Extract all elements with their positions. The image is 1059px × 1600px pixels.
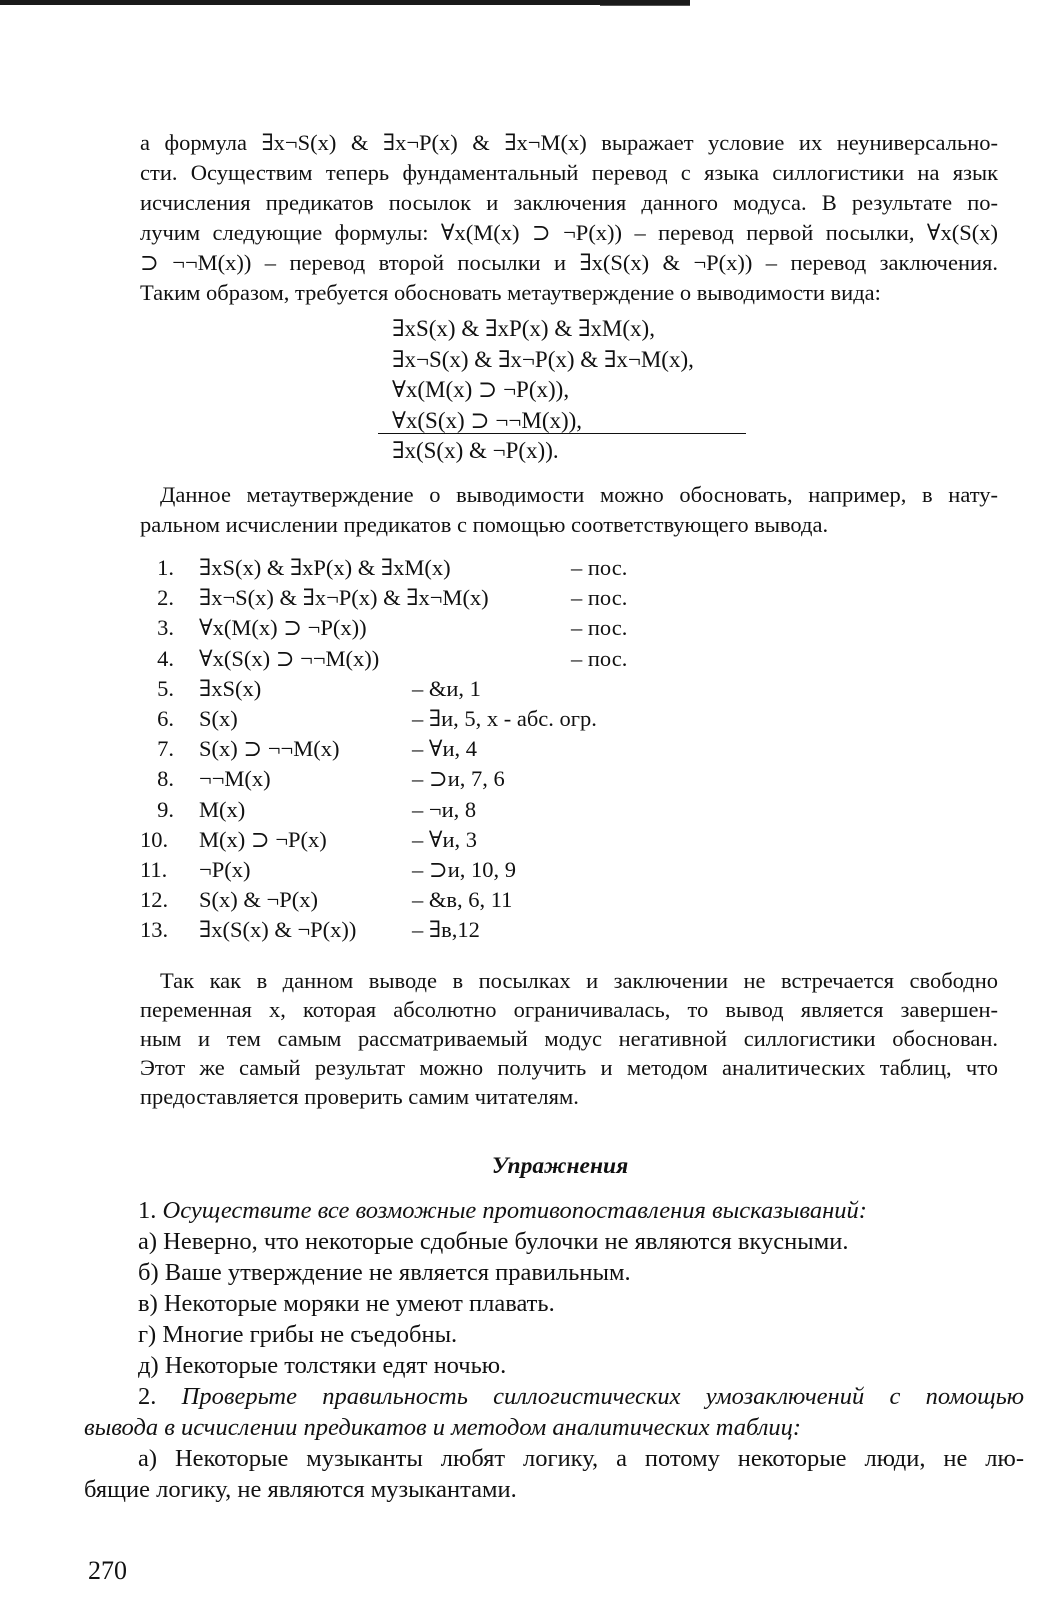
step-formula: ¬P(x) (199, 857, 251, 882)
step-formula: ∀x(S(x) ⊃ ¬¬M(x)) (199, 645, 380, 671)
exercise-title (84, 1195, 1024, 1226)
step-justification: – &в, 6, 11 (412, 887, 513, 913)
text-line: Так как в данном выводе в посылках и заключении не встречается свободно (160, 968, 998, 993)
step-number: 4. (157, 645, 174, 671)
text-line: исчисления предикатов посылок и заключения данного модуса. В результате по- (140, 190, 998, 215)
exercise-item-continued: бящие логику, не являются музыкантами. (84, 1476, 517, 1503)
text-line: сти. Осуществим теперь фундаментальный перевод с языка силлогистики на язык (140, 160, 998, 185)
derivation-step (0, 915, 1059, 945)
step-number: 7. (157, 736, 174, 762)
step-formula: S(x) ⊃ ¬¬M(x) (199, 736, 340, 762)
step-formula: ∃xS(x) & ∃xP(x) & ∃xM(x) (199, 555, 451, 580)
text-line: ⊃ ¬¬M(x)) – перевод второй посылки и ∃x(S(x) & ¬P(x)) – перевод заключения. (140, 250, 998, 275)
premise-formula: ∃xS(x) & ∃xP(x) & ∃xM(x), (392, 316, 655, 341)
exercise-text-continued: вывода в исчислении предикатов и методом аналитических таблиц: (84, 1414, 802, 1441)
step-formula: S(x) (199, 706, 238, 731)
derivation-step (0, 795, 1059, 825)
step-justification: – ∀и, 4 (412, 736, 477, 762)
derivation-step (0, 613, 1059, 643)
step-formula: ∃x¬S(x) & ∃x¬P(x) & ∃x¬M(x) (199, 585, 489, 611)
step-justification: – ∃в,12 (412, 917, 480, 943)
derivation-step (0, 644, 1059, 674)
exercise-number: 2. (138, 1383, 157, 1410)
exercise-item: а) Неверно, что некоторые сдобные булочки не являются вкусными. (138, 1228, 849, 1255)
derivation-step (0, 855, 1059, 885)
derivation-step (0, 674, 1059, 704)
page-number: 270 (88, 1556, 127, 1585)
text-line: лучим следующие формулы: ∀x(M(x) ⊃ ¬P(x)) – перевод первой посылки, ∀x(S(x) (140, 220, 998, 245)
step-formula: M(x) ⊃ ¬P(x) (199, 826, 327, 852)
text-line: переменная x, которая абсолютно ограничивалась, то вывод является завершен- (140, 997, 998, 1022)
text-line: предоставляется проверить самим читателям. (140, 1084, 579, 1109)
text-line: ральном исчислении предикатов с помощью соответствующего вывода. (140, 512, 829, 537)
exercise-item: г) Многие грибы не съедобны. (138, 1321, 458, 1348)
step-justification: – пос. (571, 585, 628, 611)
inference-line (378, 433, 746, 434)
step-formula: S(x) & ¬P(x) (199, 887, 318, 913)
exercise-item: б) Ваше утверждение не является правильным. (138, 1259, 631, 1286)
step-justification: – &и, 1 (412, 675, 481, 701)
step-formula: ¬¬M(x) (199, 766, 271, 792)
exercise-number: 1. (138, 1197, 157, 1224)
exercise-1 (84, 1195, 1024, 1381)
step-number: 11. (140, 857, 168, 882)
exercise-2 (84, 1381, 1024, 1505)
step-formula: ∀x(M(x) ⊃ ¬P(x)) (199, 615, 367, 641)
top-border-thin-rule (600, 5, 690, 6)
text-line: Этот же самый результат можно получить и методом аналитических таблиц, что (140, 1055, 998, 1080)
exercise-item: в) Некоторые моряки не умеют плавать. (138, 1290, 555, 1317)
top-border-rule (0, 0, 690, 5)
step-justification: – ∀и, 3 (412, 826, 477, 852)
exercise-item: д) Некоторые толстяки едят ночью. (138, 1352, 507, 1379)
step-number: 13. (140, 917, 169, 943)
step-number: 1. (157, 555, 174, 580)
step-number: 5. (157, 675, 174, 701)
exercise-text: Проверьте правильность силлогистических умозаключений с помощью (181, 1383, 1025, 1410)
step-justification: – пос. (571, 645, 628, 671)
paragraph-derivation-intro (140, 480, 998, 540)
premise-formula: ∀x(S(x) ⊃ ¬¬M(x)), (392, 407, 583, 433)
paragraph-intro (140, 128, 998, 308)
conclusion-formula: ∃x(S(x) & ¬P(x)). (392, 438, 559, 463)
step-number: 12. (140, 887, 169, 913)
step-formula: M(x) (199, 796, 246, 822)
text-line: ным и тем самым рассматриваемый модус негативной силлогистики обоснован. (140, 1026, 998, 1051)
step-number: 10. (140, 826, 169, 852)
step-justification: – ⊃и, 7, 6 (412, 766, 505, 792)
step-number: 8. (157, 766, 174, 792)
step-justification: – ∃и, 5, x - абс. огр. (412, 706, 597, 731)
exercise-text: Осуществите все возможные противопоставления высказываний: (162, 1197, 867, 1224)
step-number: 3. (157, 615, 174, 641)
exercise-title (84, 1381, 1024, 1412)
step-number: 2. (157, 585, 174, 611)
step-justification: – пос. (571, 555, 628, 580)
step-formula: ∃xS(x) (199, 675, 262, 701)
step-justification: – ¬и, 8 (412, 796, 477, 822)
text-line: а формула ∃x¬S(x) & ∃x¬P(x) & ∃x¬M(x) выражает условие их неуниверсально- (140, 130, 998, 155)
derivation-step (0, 764, 1059, 794)
paragraph-conclusion (140, 966, 998, 1111)
derivation-step (0, 704, 1059, 734)
step-number: 9. (157, 796, 174, 822)
step-number: 6. (157, 706, 174, 731)
derivation-step (0, 583, 1059, 613)
derivation-step (0, 553, 1059, 583)
derivation-step (0, 825, 1059, 855)
text-line: Таким образом, требуется обосновать метаутверждение о выводимости вида: (140, 280, 881, 305)
step-justification: – пос. (571, 615, 628, 641)
derivation-step (0, 734, 1059, 764)
exercise-item: а) Некоторые музыканты любят логику, а потому некоторые люди, не лю- (138, 1445, 1024, 1472)
premise-formula: ∀x(M(x) ⊃ ¬P(x)), (392, 377, 570, 402)
derivation-step (0, 885, 1059, 915)
text-line: Данное метаутверждение о выводимости можно обосновать, например, в нату- (160, 482, 998, 507)
metastatement (392, 314, 694, 467)
step-formula: ∃x(S(x) & ¬P(x)) (199, 917, 357, 943)
premise-formula: ∃x¬S(x) & ∃x¬P(x) & ∃x¬M(x), (392, 346, 694, 372)
section-heading: Упражнения (491, 1153, 629, 1179)
step-justification: – ⊃и, 10, 9 (412, 857, 517, 882)
